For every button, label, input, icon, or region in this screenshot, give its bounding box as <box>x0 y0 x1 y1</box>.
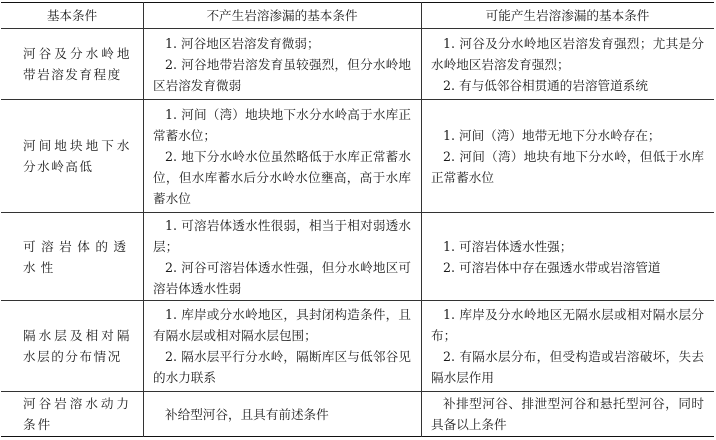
no-leak-list <box>153 33 411 96</box>
header-leak <box>421 3 714 28</box>
no-leak-list <box>153 304 411 388</box>
condition-text: 河谷及分水岭地带岩溶发育程度 <box>23 46 131 82</box>
leak-item: 1. 河谷及分水岭地区岩溶发育强烈；尤其是分水岭地区岩溶发育强烈； <box>431 35 704 72</box>
no-leak-list <box>153 404 411 425</box>
condition-cell <box>1 301 143 391</box>
table-bottom-rule <box>1 436 714 437</box>
no-leak-item: 1. 库岸或分水岭地区，具封闭构造条件，且有隔水层或相对隔水层包围； <box>153 307 411 343</box>
header-no-leak-text: 不产生岩溶渗漏的基本条件 <box>206 8 358 23</box>
no-leak-cell <box>143 213 421 300</box>
condition-text: 河间地块地下水分水岭高低 <box>23 138 131 174</box>
leak-item: 2. 有隔水层分布，但受构造或岩溶破坏，失去隔水层作用 <box>431 349 704 385</box>
condition-cell <box>1 29 143 99</box>
leak-list <box>431 393 704 435</box>
no-leak-item: 1. 河谷地区岩溶发育微弱； <box>165 35 320 51</box>
header-leak-text: 可能产生岩溶渗漏的基本条件 <box>485 8 650 23</box>
no-leak-item: 2. 隔水层平行分水岭，隔断库区与低邻谷见的水力联系 <box>153 349 411 385</box>
condition-text: 河谷岩溶水动力条件 <box>23 396 131 432</box>
header-no-leak <box>143 3 421 28</box>
no-leak-cell <box>143 301 421 391</box>
no-leak-cell <box>143 392 421 436</box>
leak-item: 2. 河间（湾）地块有地下分水岭，但低于水库正常蓄水位 <box>431 148 704 185</box>
no-leak-cell <box>143 29 421 99</box>
no-leak-list <box>153 215 411 299</box>
leak-list <box>431 33 704 96</box>
condition-text: 可溶岩体的透水性 <box>23 238 131 275</box>
conditions-table <box>1 2 714 437</box>
no-leak-item: 补给型河谷，且具有前述条件 <box>165 406 329 422</box>
leak-cell <box>421 100 714 212</box>
leak-cell <box>421 29 714 99</box>
leak-list <box>431 236 704 278</box>
no-leak-list <box>153 104 411 209</box>
leak-item: 2. 可溶岩体中存在强透水带或岩溶管道 <box>443 259 661 275</box>
leak-item: 1. 河间（湾）地带无地下分水岭存在； <box>443 127 661 143</box>
no-leak-item: 1. 河间（湾）地块地下水分水岭高于水库正常蓄水位； <box>153 106 411 143</box>
leak-item: 1. 可溶岩体透水性强； <box>443 238 573 254</box>
condition-text: 隔水层及相对隔水层的分布情况 <box>23 328 131 364</box>
condition-cell <box>1 213 143 300</box>
no-leak-item: 1. 可溶岩体透水性很弱，相当于相对弱透水层； <box>153 217 411 254</box>
no-leak-item: 2. 河谷地带岩溶发育虽较强烈，但分水岭地区岩溶发育微弱 <box>153 56 411 93</box>
no-leak-item: 2. 河谷可溶岩体透水性强，但分水岭地区可溶岩体透水性弱 <box>153 259 411 296</box>
leak-cell <box>421 301 714 391</box>
leak-cell <box>421 392 714 436</box>
leak-item: 补排型河谷、排泄型河谷和悬托型河谷，同时具备以上条件 <box>431 396 704 432</box>
no-leak-cell <box>143 100 421 212</box>
condition-cell <box>1 100 143 212</box>
header-condition <box>1 3 143 28</box>
leak-list <box>431 125 704 188</box>
leak-list <box>431 304 704 388</box>
condition-cell <box>1 392 143 436</box>
leak-item: 2. 有与低邻谷相贯通的岩溶管道系统 <box>443 77 648 93</box>
leak-item: 1. 库岸及分水岭地区无隔水层或相对隔水层分布； <box>431 307 704 343</box>
leak-cell <box>421 213 714 300</box>
no-leak-item: 2. 地下分水岭水位虽然略低于水库正常蓄水位，但水库蓄水后分水岭水位壅高，高于水库蓄水位 <box>153 148 411 206</box>
header-condition-text: 基本条件 <box>46 8 98 23</box>
